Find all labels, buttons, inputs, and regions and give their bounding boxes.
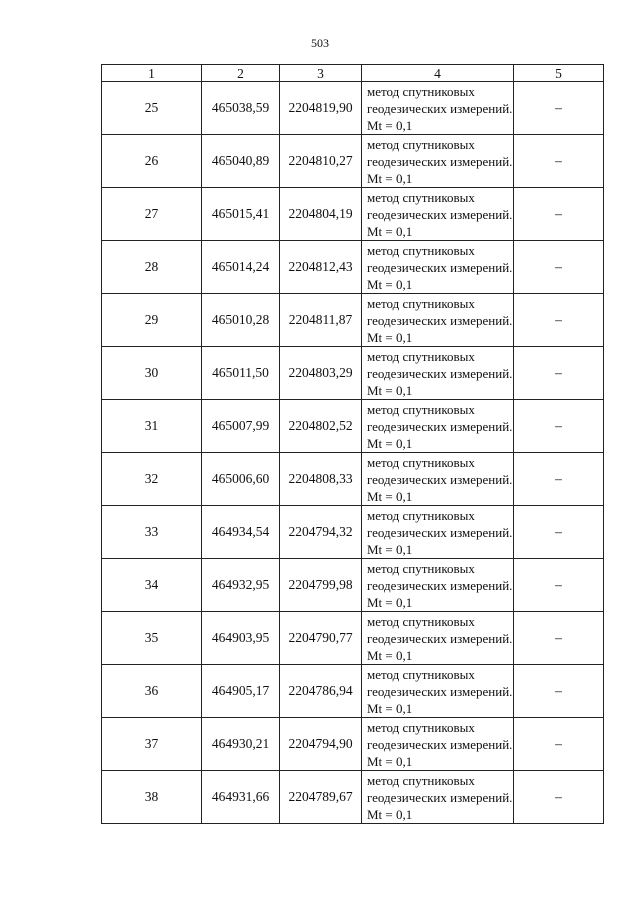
note-cell: – <box>514 294 604 347</box>
point-number-cell: 27 <box>102 188 202 241</box>
table-row <box>102 188 604 241</box>
method-cell: метод спутниковых геодезических измерений. Mt = 0,1 <box>362 771 514 824</box>
table-row <box>102 771 604 824</box>
y-coordinate-cell: 2204786,94 <box>280 665 362 718</box>
method-cell: метод спутниковых геодезических измерений. Mt = 0,1 <box>362 559 514 612</box>
table-row <box>102 347 604 400</box>
point-number-cell: 37 <box>102 718 202 771</box>
x-coordinate-cell: 464932,95 <box>202 559 280 612</box>
x-coordinate-cell: 465040,89 <box>202 135 280 188</box>
y-coordinate-cell: 2204802,52 <box>280 400 362 453</box>
note-cell: – <box>514 135 604 188</box>
point-number-cell: 28 <box>102 241 202 294</box>
method-cell: метод спутниковых геодезических измерений. Mt = 0,1 <box>362 82 514 135</box>
note-cell: – <box>514 559 604 612</box>
note-cell: – <box>514 347 604 400</box>
column-header-3: 3 <box>280 65 362 82</box>
x-coordinate-cell: 465006,60 <box>202 453 280 506</box>
table-row <box>102 506 604 559</box>
note-cell: – <box>514 506 604 559</box>
point-number-cell: 34 <box>102 559 202 612</box>
y-coordinate-cell: 2204808,33 <box>280 453 362 506</box>
y-coordinate-cell: 2204799,98 <box>280 559 362 612</box>
y-coordinate-cell: 2204794,90 <box>280 718 362 771</box>
note-cell: – <box>514 241 604 294</box>
y-coordinate-cell: 2204819,90 <box>280 82 362 135</box>
y-coordinate-cell: 2204794,32 <box>280 506 362 559</box>
column-header-5: 5 <box>514 65 604 82</box>
method-cell: метод спутниковых геодезических измерений. Mt = 0,1 <box>362 188 514 241</box>
table-row <box>102 612 604 665</box>
y-coordinate-cell: 2204810,27 <box>280 135 362 188</box>
method-cell: метод спутниковых геодезических измерений. Mt = 0,1 <box>362 400 514 453</box>
point-number-cell: 31 <box>102 400 202 453</box>
x-coordinate-cell: 464934,54 <box>202 506 280 559</box>
point-number-cell: 32 <box>102 453 202 506</box>
table-row <box>102 559 604 612</box>
note-cell: – <box>514 400 604 453</box>
x-coordinate-cell: 465014,24 <box>202 241 280 294</box>
column-header-1: 1 <box>102 65 202 82</box>
method-cell: метод спутниковых геодезических измерений. Mt = 0,1 <box>362 241 514 294</box>
x-coordinate-cell: 465015,41 <box>202 188 280 241</box>
x-coordinate-cell: 464931,66 <box>202 771 280 824</box>
table-row <box>102 241 604 294</box>
point-number-cell: 36 <box>102 665 202 718</box>
x-coordinate-cell: 464930,21 <box>202 718 280 771</box>
note-cell: – <box>514 188 604 241</box>
note-cell: – <box>514 82 604 135</box>
x-coordinate-cell: 464903,95 <box>202 612 280 665</box>
column-header-2: 2 <box>202 65 280 82</box>
point-number-cell: 33 <box>102 506 202 559</box>
method-cell: метод спутниковых геодезических измерений. Mt = 0,1 <box>362 665 514 718</box>
table-row <box>102 82 604 135</box>
method-cell: метод спутниковых геодезических измерений. Mt = 0,1 <box>362 294 514 347</box>
point-number-cell: 26 <box>102 135 202 188</box>
x-coordinate-cell: 465007,99 <box>202 400 280 453</box>
method-cell: метод спутниковых геодезических измерений. Mt = 0,1 <box>362 506 514 559</box>
coordinates-table <box>101 64 604 824</box>
table-row <box>102 665 604 718</box>
point-number-cell: 38 <box>102 771 202 824</box>
point-number-cell: 25 <box>102 82 202 135</box>
table-row <box>102 718 604 771</box>
y-coordinate-cell: 2204811,87 <box>280 294 362 347</box>
x-coordinate-cell: 464905,17 <box>202 665 280 718</box>
method-cell: метод спутниковых геодезических измерений. Mt = 0,1 <box>362 347 514 400</box>
column-header-4: 4 <box>362 65 514 82</box>
table-row <box>102 135 604 188</box>
header-row <box>102 65 604 82</box>
method-cell: метод спутниковых геодезических измерений. Mt = 0,1 <box>362 612 514 665</box>
note-cell: – <box>514 612 604 665</box>
page-number: 503 <box>311 36 329 50</box>
point-number-cell: 35 <box>102 612 202 665</box>
method-cell: метод спутниковых геодезических измерений. Mt = 0,1 <box>362 135 514 188</box>
point-number-cell: 30 <box>102 347 202 400</box>
y-coordinate-cell: 2204812,43 <box>280 241 362 294</box>
point-number-cell: 29 <box>102 294 202 347</box>
x-coordinate-cell: 465010,28 <box>202 294 280 347</box>
table-row <box>102 453 604 506</box>
y-coordinate-cell: 2204790,77 <box>280 612 362 665</box>
note-cell: – <box>514 453 604 506</box>
y-coordinate-cell: 2204789,67 <box>280 771 362 824</box>
table-row <box>102 294 604 347</box>
method-cell: метод спутниковых геодезических измерений. Mt = 0,1 <box>362 453 514 506</box>
x-coordinate-cell: 465011,50 <box>202 347 280 400</box>
y-coordinate-cell: 2204804,19 <box>280 188 362 241</box>
note-cell: – <box>514 718 604 771</box>
table-body <box>102 82 604 824</box>
y-coordinate-cell: 2204803,29 <box>280 347 362 400</box>
table-row <box>102 400 604 453</box>
x-coordinate-cell: 465038,59 <box>202 82 280 135</box>
note-cell: – <box>514 665 604 718</box>
method-cell: метод спутниковых геодезических измерений. Mt = 0,1 <box>362 718 514 771</box>
note-cell: – <box>514 771 604 824</box>
